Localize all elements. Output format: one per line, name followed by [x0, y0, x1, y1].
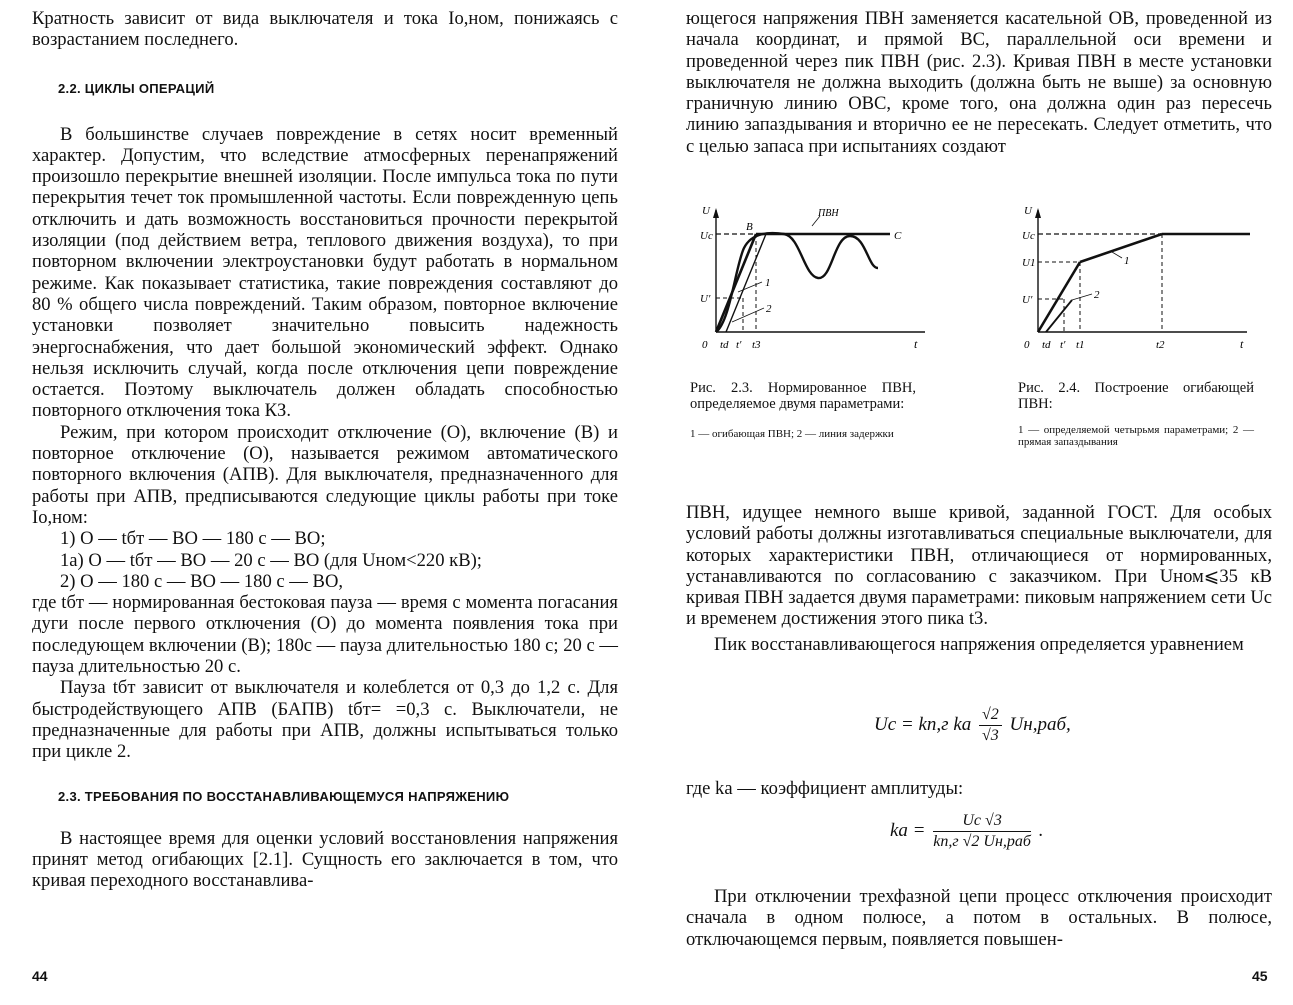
left-page	[0, 0, 646, 1005]
fig24-label-uprime: U′	[1022, 294, 1033, 306]
fig23-label-b: B	[746, 221, 753, 233]
formula-uc-denominator: √3	[982, 727, 999, 744]
fig23-label-uc: Uc	[700, 230, 713, 242]
fig24-label-0: 0	[1024, 339, 1030, 351]
paragraph-where: где kа — коэффициент амплитуды:	[686, 778, 964, 799]
figure-2-4	[1022, 204, 1256, 356]
section-heading-2-2: 2.2. ЦИКЛЫ ОПЕРАЦИЙ	[58, 80, 215, 96]
fig24-label-tprime: t′	[1060, 339, 1066, 351]
fig24-label-1: 1	[1124, 255, 1130, 267]
fig24-label-uc: Uc	[1022, 230, 1035, 242]
formula-uc-lhs: Uс = kп,г kа	[874, 713, 972, 735]
formula-ka-fraction	[933, 812, 1031, 851]
paragraph-top: ющегося напряжения ПВН заменяется касательной OB, проведенной из начала координат, и прямой BC, параллельной оси времени и проведенной через пик ПВН (рис. 2.3). Кривая ПВН в месте установки выключателя не должна выходить (должна быть не выше) за основную граничную линию OBC, кроме того, она должна один раз пересечь линию запаздывания и вторично ее не пересекать. Следует отметить, что с целью запаса при испытаниях создают	[686, 8, 1272, 157]
paragraph-intro: Кратность зависит от вида выключателя и тока Iо,ном, понижаясь с возрастанием последнего.	[32, 8, 618, 51]
fig24-label-t1: t1	[1076, 339, 1085, 351]
formula-ka-numerator: Uс √3	[933, 812, 1031, 832]
fig23-label-u: U	[702, 205, 710, 217]
formula-uc-rhs: Uн,раб,	[1009, 713, 1071, 735]
fig24-label-u: U	[1024, 205, 1032, 217]
cycle-2: 2) О — 180 с — ВО — 180 с — ВО,	[60, 570, 344, 592]
fig23-caption-legend: 1 — огибающая ПВН; 2 — линия задержки	[690, 428, 894, 440]
fig23-label-tprime: t′	[736, 339, 742, 351]
right-column-where	[686, 778, 1272, 799]
right-page	[648, 0, 1293, 1005]
formula-ka-denominator: kп,г √2 Uн,раб	[933, 833, 1031, 850]
right-column-bottom	[686, 886, 1272, 950]
fig24-caption: Рис. 2.4. Построение огибающей ПВН:	[1018, 380, 1254, 412]
section-heading-2-3: 2.3. ТРЕБОВАНИЯ ПО ВОССТАНАВЛИВАЮЩЕМУСЯ НАПРЯЖЕНИЮ	[58, 788, 510, 804]
paragraph-4: Пауза tбт зависит от выключателя и колеблется от 0,3 до 1,2 с. Для быстродействующего АПВ (БАПВ) tбт= =0,3 с. Выключатели, не предназначенные для работы при АПВ, должны испытываться только при цикле 2.	[32, 677, 618, 763]
cycle-1: 1) О — tбт — ВО — 180 с — ВО;	[60, 528, 326, 550]
fig23-label-2: 2	[766, 303, 772, 315]
fig23-label-1: 1	[765, 277, 771, 289]
right-column	[686, 8, 1272, 157]
page-number-right: 45	[1252, 968, 1268, 984]
paragraph-3: где tбт — нормированная бестоковая пауза — время с момента погасания дуги после первого отключения (О) до момента появления тока при последующем включении (В); 180с — пауза длительностью 180 с; 20 с — пауза длительностью 20 с.	[32, 592, 618, 678]
page-number-left: 44	[32, 968, 48, 984]
paragraph-2: Режим, при котором происходит отключение (О), включение (В) и повторное отключение (О), называется режимом автоматического повторного включения (АПВ). Для выключателя, предназначенного для работы при АПВ, предписываются следующие циклы работы при токе Iо,ном:	[32, 421, 618, 528]
formula-ka-end: .	[1038, 819, 1044, 841]
fig24-caption-legend: 1 — определяемой четырьмя параметрами; 2 — прямая запаздывания	[1018, 424, 1254, 448]
formula-uc-fraction	[979, 706, 1002, 745]
fig23-caption: Рис. 2.3. Нормированное ПВН, определяемое двумя параметрами:	[690, 380, 916, 412]
fig24-label-u1: U1	[1022, 257, 1036, 269]
fig24-label-2: 2	[1094, 289, 1100, 301]
fig24-label-td: td	[1042, 339, 1051, 351]
formula-ka	[890, 812, 1043, 851]
fig24-label-t: t	[1240, 337, 1244, 351]
cycle-1a: 1а) О — tбт — ВО — 20 с — ВО (для Uном<220 кВ);	[60, 549, 482, 571]
fig23-label-t3: t3	[752, 339, 761, 351]
figure-2-3	[700, 204, 934, 356]
paragraph-5: В настоящее время для оценки условий восстановления напряжения принят метод огибающих [2.1]. Сущность его заключается в том, что кривая переходного восстанавлива-	[32, 827, 618, 892]
formula-uc-numerator: √2	[979, 706, 1002, 726]
formula-uc	[874, 706, 1071, 745]
paragraph-1: В большинстве случаев повреждение в сетях носит временный характер. Допустим, что вследствие атмосферных перенапряжений произошло перекрытие внешней изоляции. После импульса тока по пути перекрытия течет ток промышленной частоты. Если поврежденную цепь отключить и дать возможность восстановиться прочности перекрытой изоляции (под действием ветра, теплового движения воздуха), то при повторном включении электроустановки будут работать в нормальном режиме. Как показывает статистика, такие повреждения составляют до 80 % общего числа повреждений. Таким образом, повторное включение установки позволяет значительно повысить надежность энергоснабжения, что дает большой экономический эффект. Однако нельзя исключить случай, когда после отключения цепи повреждение остается. Поэтому выключатель должен обладать способностью повторного отключения тока КЗ.	[32, 123, 618, 422]
paragraph-last: При отключении трехфазной цепи процесс отключения происходит сначала в одном полюсе, а потом в остальных. В полюсе, отключающемся первым, появляется повышен-	[686, 886, 1272, 950]
fig23-label-td: td	[720, 339, 729, 351]
left-column	[32, 8, 618, 891]
fig23-label-0: 0	[702, 339, 708, 351]
fig23-label-c: C	[894, 230, 902, 242]
fig23-label-pvn: ПВН	[818, 208, 839, 219]
paragraph-peak: Пик восстанавливающегося напряжения определяется уравнением	[714, 633, 1244, 655]
right-column-mid	[686, 502, 1272, 655]
formula-ka-lhs: kа =	[890, 819, 926, 841]
fig24-label-t2: t2	[1156, 339, 1165, 351]
fig23-label-uprime: U′	[700, 293, 711, 305]
paragraph-mid: ПВН, идущее немного выше кривой, заданной ГОСТ. Для особых условий работы должны изготавливаться специальные выключатели, для которых характеристики ПВН, отличающиеся от нормированных, устанавливаются по согласованию с заказчиком. При Uном⩽35 кВ кривая ПВН задается двумя параметрами: пиковым напряжением сети Uс и временем достижения этого пика t3.	[686, 502, 1272, 630]
fig23-label-t: t	[914, 337, 918, 351]
